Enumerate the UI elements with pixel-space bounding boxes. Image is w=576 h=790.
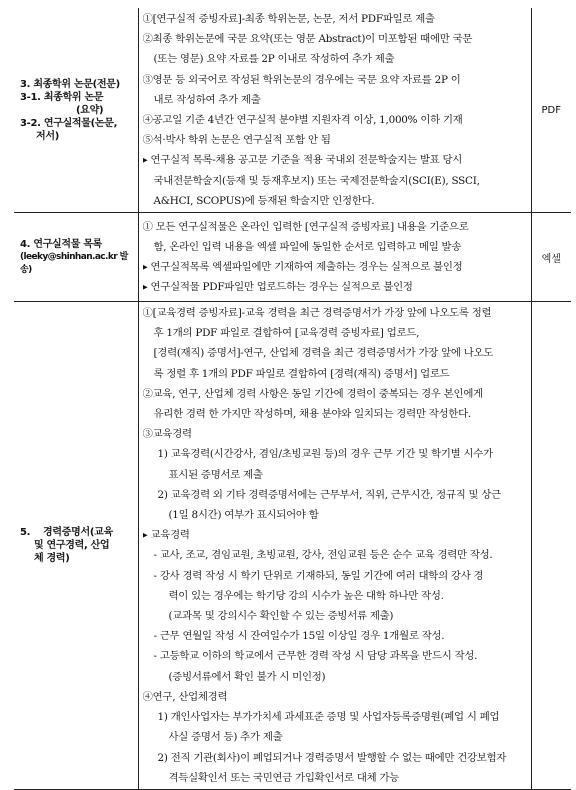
description-line: ▸ 연구실적목록 엑셀파일에만 기재하여 제출하는 경우는 실적으로 불인정 (142, 261, 463, 274)
description-line: - 근무 연월일 작성 시 잔여일수가 15일 이상일 경우 1개월로 작성. (153, 630, 445, 643)
description-line: - 강사 경력 작성 시 학기 단위로 기재하되, 동일 기간에 여러 대학의 강사 경 (153, 569, 484, 582)
description-line: 격득실확인서 또는 국민연금 가입확인서로 대체 가능 (168, 771, 400, 784)
description-line: ▸ 교육경력 (142, 529, 190, 542)
document-requirements-table (14, 8, 571, 790)
file-format: 엑셀 (531, 213, 571, 302)
description-line: - 교사, 조교, 겸임교원, 초빙교원, 강사, 전임교원 등은 순수 교육 경력만 작성. (153, 549, 493, 562)
table-row (14, 8, 571, 213)
table-row (14, 213, 571, 302)
description-line: 유리한 경력 한 가지만 작성하며, 채용 분야와 일치되는 경력만 작성한다. (153, 408, 471, 421)
description-line: (교과목 및 강의시수 확인할 수 있는 증빙서류 제출) (168, 610, 394, 623)
description-line: ④연구, 산업체경력 (142, 690, 228, 703)
heading-line: 및 연구경력, 산업 (34, 539, 110, 551)
description-line: 2) 전직 기관(회사)이 폐업되거나 경력증명서 발행할 수 없는 때에만 건강보험자 (157, 751, 507, 764)
item-description (138, 213, 531, 302)
item-heading (14, 302, 138, 790)
description-line: 내로 작성하여 추가 제출 (153, 93, 261, 106)
heading-line: (leeky@shinhan.ac.kr 발송) (20, 251, 128, 275)
description-line: ②최종 학위논문에 국문 요약(또는 영문 Abstract)이 미포함된 때에만 국문 (142, 33, 473, 46)
description-line: 표시된 증명서로 제출 (168, 468, 263, 481)
item-description (138, 8, 531, 213)
description-line: ① 모든 연구실적물은 온라인 입력한 [연구실적 증빙자료] 내용을 기준으로 (142, 220, 469, 233)
description-line: ③교육경력 (142, 428, 192, 441)
description-line: (또는 영문) 요약 자료를 2P 이내로 작성하여 추가 제출 (153, 53, 395, 66)
description-line: 후 1개의 PDF 파일로 결합하여 [교육경력 증빙자료] 업로드, (153, 327, 420, 340)
description-line: 국내전문학술지(등재 및 등재후보지) 또는 국제전문학술지(SCI(E), SSCI, (153, 174, 480, 187)
description-line: ④공고일 기준 4년간 연구실적 분야별 지원자격 이상, 1,000% 이하 기재 (142, 114, 463, 127)
description-line: 사실 증명서 등) 추가 제출 (168, 731, 283, 744)
description-line: ③영문 등 외국어로 작성된 학위논문의 경우에는 국문 요약 자료를 2P 이 (142, 73, 461, 86)
heading-line: 3-1. 최종학위 논문 (20, 91, 104, 103)
description-line: 함, 온라인 입력 내용을 엑셀 파일에 동일한 순서로 입력하고 메일 발송 (153, 240, 462, 253)
description-line: 1) 교육경력(시간강사, 겸임/초빙교원 등)의 경우 근무 기간 및 학기별 시수가 (157, 448, 493, 461)
description-line: 록 정렬 후 1개의 PDF 파일로 결합하여 [경력(재직) 증명서] 업로드 (153, 367, 450, 380)
description-line: [경력(재직) 증명서]-연구, 산업체 경력을 최근 경력증명서가 가장 앞에 나오도 (153, 347, 494, 360)
description-line: ②교육, 연구, 산업체 경력 사항은 동일 기간에 경력이 중복되는 경우 본인에게 (142, 387, 483, 400)
description-line: ▸ 연구실적 목록-채용 공고문 기준을 적용 국내외 전문학술지는 발표 당시 (142, 154, 463, 167)
description-line: - 고등학교 이하의 학교에서 근무한 경력 작성 시 담당 과목을 반드시 작성. (153, 650, 478, 663)
item-heading (14, 213, 138, 302)
description-line: ⑤석·박사 학위 논문은 연구실적 포함 안 됨 (142, 134, 331, 147)
table-row (14, 302, 571, 790)
item-description (138, 302, 531, 790)
description-line: 력이 있는 경우에는 학기당 강의 시수가 높은 대학 하나만 작성. (168, 589, 444, 602)
description-line: A&HCI, SCOPUS)에 등재된 학술지만 인정한다. (153, 194, 375, 207)
description-line: ①[연구실적 증빙자료]-최종 학위논문, 논문, 저서 PDF파일로 제출 (142, 13, 435, 25)
description-line: 2) 교육경력 외 기타 경력증명서에는 근무부서, 직위, 근무시간, 정규직 및 상근 (157, 488, 501, 501)
heading-line: 저서) (36, 130, 59, 142)
heading-line: 3. 최종학위 논문(전문) (20, 78, 120, 90)
heading-line: 5. 경력증명서(교육 (20, 526, 113, 538)
description-line: ▸ 연구실적물 PDF파일만 업로드하는 경우는 실적으로 불인정 (142, 281, 413, 294)
heading-line: 3-2. 연구실적물(논문, (20, 117, 118, 129)
heading-line: 체 경력) (34, 552, 70, 564)
file-format (531, 302, 571, 790)
description-line: (증빙서류에서 확인 불가 시 미인정) (168, 670, 326, 683)
item-heading (14, 8, 138, 213)
description-line: (1일 8시간) 여부가 표시되어야 함 (168, 509, 319, 522)
description-line: ①[교육경력 증빙자료]-교육 경력을 최근 경력증명서가 가장 앞에 나오도록 정렬 (142, 307, 492, 320)
description-line: 1) 개인사업자는 부가가치세 과세표준 증명 및 사업자등록증명원(폐업 시 폐업 (157, 711, 500, 724)
heading-line: (요약) (76, 104, 104, 116)
file-format: PDF (531, 8, 571, 213)
heading-line: 4. 연구실적물 목록 (20, 238, 103, 250)
